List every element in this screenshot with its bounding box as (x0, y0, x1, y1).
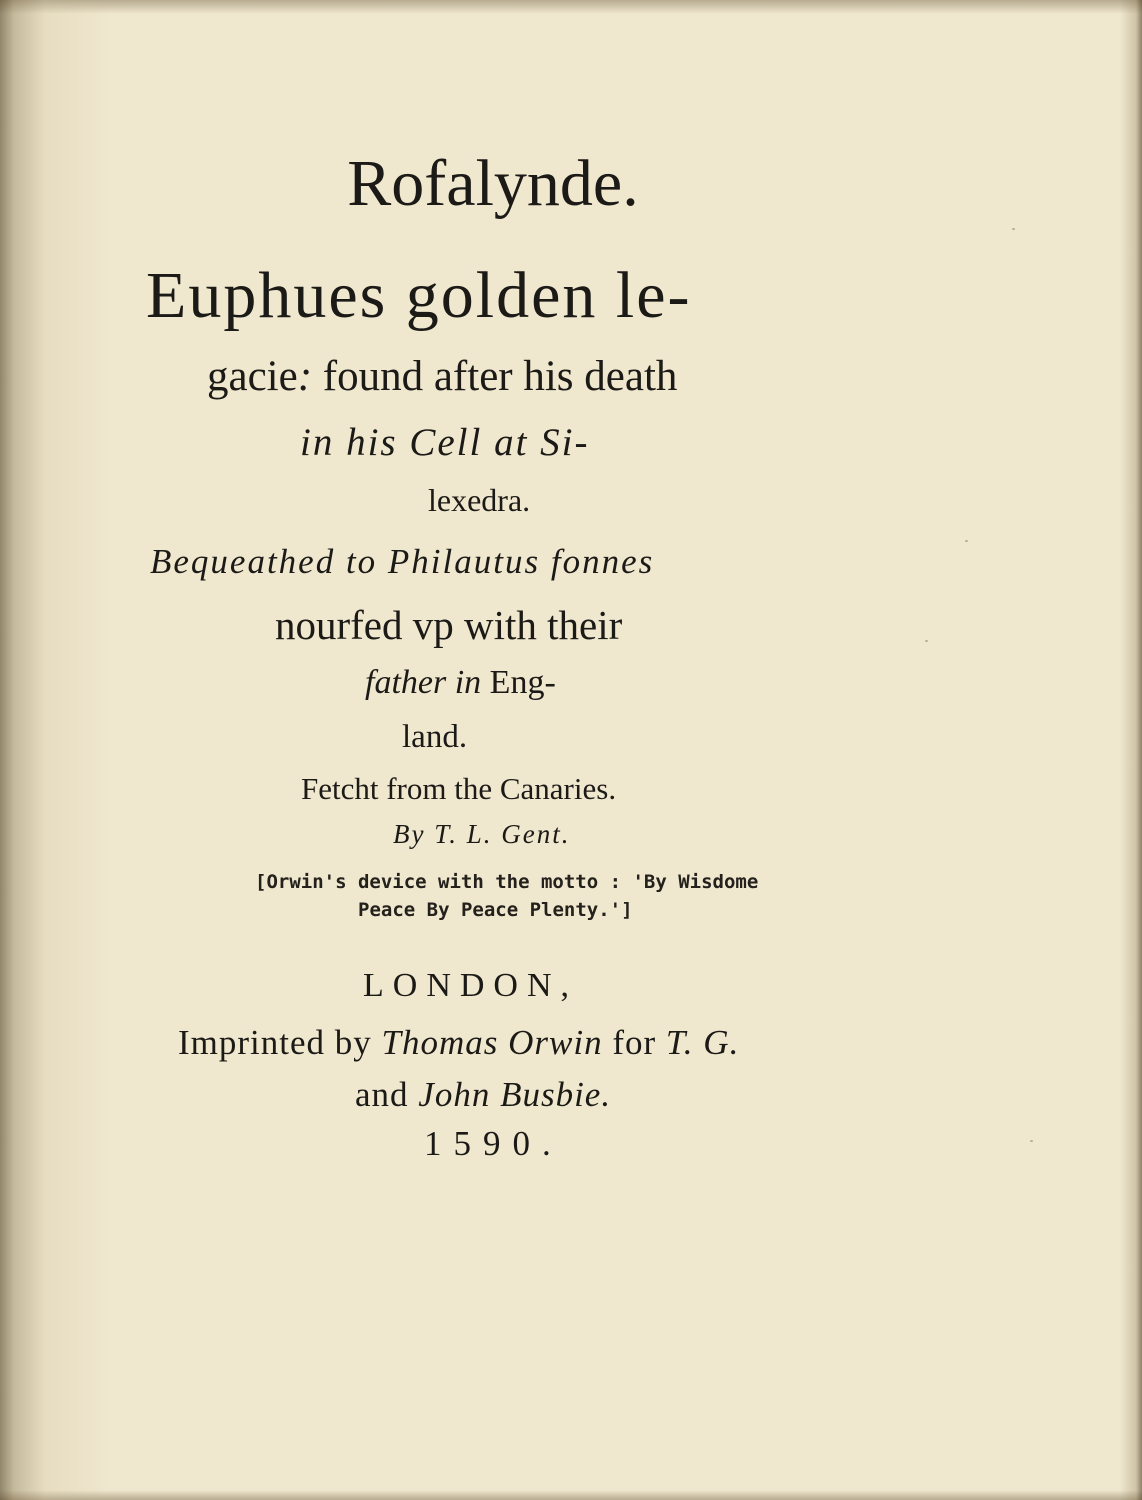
subtitle-line-2 (207, 352, 677, 401)
subtitle-line-3: in his Cell at Si- (300, 421, 590, 464)
paper-speck (965, 540, 968, 542)
imprint-publisher-name: John Busbie. (418, 1075, 612, 1114)
device-note-line-2: Peace By Peace Plenty.'] (358, 899, 633, 921)
imprint-line-2-a: and (355, 1075, 419, 1114)
subtitle-line-1: Euphues golden le- (146, 259, 692, 332)
imprint-year: 1590. (424, 1124, 563, 1163)
origin-line: Fetcht from the Canaries. (301, 771, 617, 806)
subtitle-line-2-colon: : (297, 353, 313, 400)
author-line: By T. L. Gent. (393, 819, 571, 849)
dedication-line-3-italic: father in (365, 664, 482, 701)
imprint-city: LONDON, (363, 967, 579, 1004)
subtitle-line-2-end: found after his death (312, 353, 678, 400)
dedication-line-4: land. (402, 719, 468, 755)
imprint-line-1 (178, 1023, 739, 1063)
paper-speck (925, 640, 928, 642)
paper-speck (1012, 228, 1015, 230)
device-note-line-1: [Orwin's device with the motto : 'By Wisdome (255, 871, 759, 893)
subtitle-line-4: lexedra. (428, 482, 531, 518)
dedication-line-3-roman: Eng- (481, 664, 556, 701)
imprint-initials: T. G. (665, 1023, 740, 1062)
dedication-line-1: Bequeathed to Philautus fonnes (150, 542, 655, 581)
dedication-line-3 (365, 664, 556, 702)
page-title: Rofalynde. (347, 147, 639, 220)
imprint-printer-name: Thomas Orwin (381, 1023, 603, 1062)
imprint-line-2 (355, 1075, 611, 1115)
paper-speck (1030, 1140, 1033, 1142)
subtitle-line-2-start: gacie (207, 353, 298, 400)
imprint-line-1-a: Imprinted by (178, 1023, 382, 1062)
imprint-line-1-c: for (602, 1023, 666, 1062)
dedication-line-2: nourfed vp with their (275, 602, 623, 648)
